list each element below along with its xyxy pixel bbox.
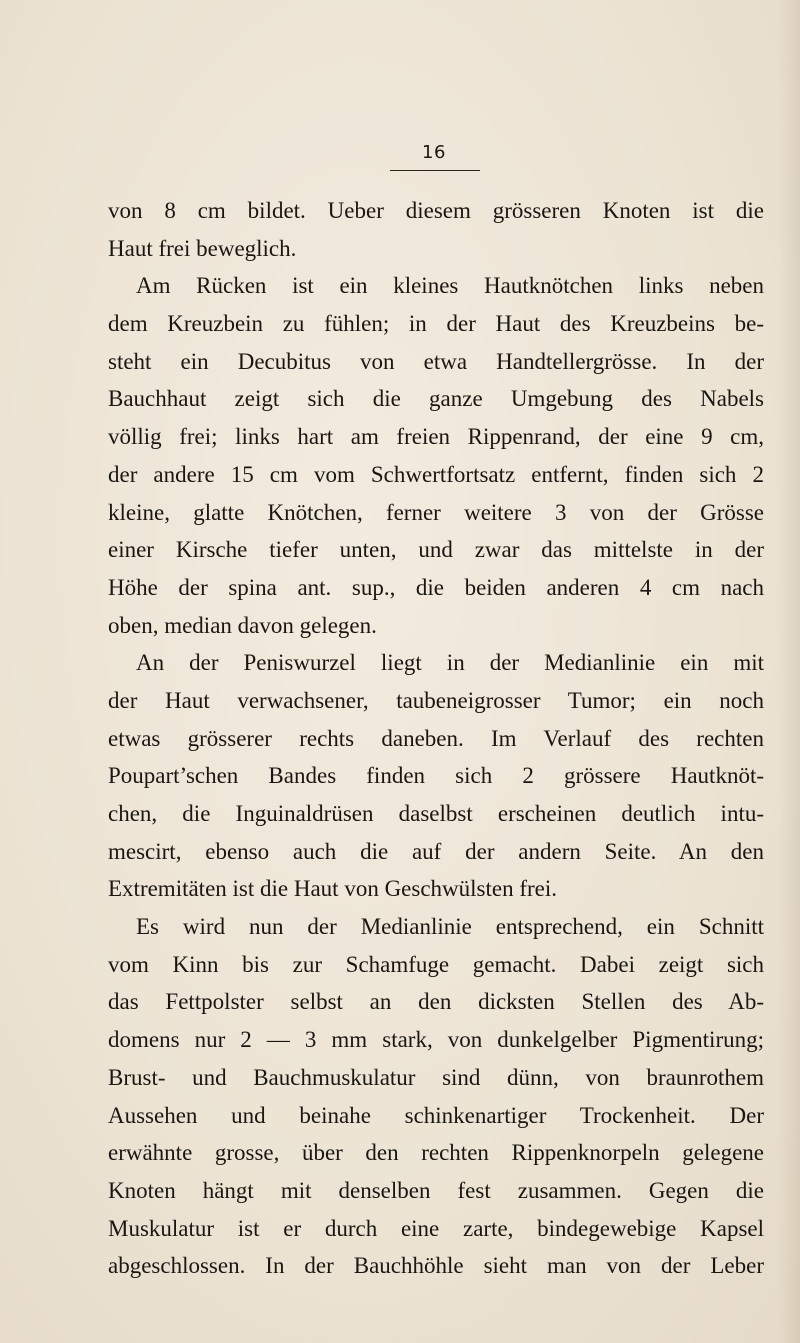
text-line: von 8 cm bildet. Ueber diesem grösseren Knoten ist die xyxy=(108,198,764,223)
text-line: Poupart’schen Bandes finden sich 2 grössere Hautknöt- xyxy=(108,763,764,789)
text-line: der andere 15 cm vom Schwertfortsatz entfernt, finden sich 2 xyxy=(108,461,764,487)
text-line: steht ein Decubitus von etwa Handtellergrösse. In der xyxy=(108,348,764,374)
text-line: Es wird nun der Medianlinie entsprechend, ein Schnitt xyxy=(136,914,764,940)
text-line: kleine, glatte Knötchen, ferner weitere 3 von der Grösse xyxy=(108,499,764,525)
text-line: Extremitäten ist die Haut von Geschwülsten frei. xyxy=(108,876,558,902)
text-line: chen, die Inguinaldrüsen daselbst erscheinen deutlich intu- xyxy=(108,801,764,826)
text-line: erwähnte grosse, über den rechten Rippenknorpeln gelegene xyxy=(108,1140,764,1166)
text-line: völlig frei; links hart am freien Rippenrand, der eine 9 cm, xyxy=(108,424,764,450)
text-line: domens nur 2 — 3 mm stark, von dunkelgelber Pigmentirung; xyxy=(108,1027,764,1053)
text-line: der Haut verwachsener, taubeneigrosser Tumor; ein noch xyxy=(108,687,764,713)
page-number: 16 xyxy=(422,142,446,163)
text-line: oben, median davon gelegen. xyxy=(108,612,377,638)
text-line: Aussehen und beinahe schinkenartiger Trockenheit. Der xyxy=(108,1102,764,1128)
page-edge-shadow xyxy=(778,0,800,1343)
text-line: Am Rücken ist ein kleines Hautknötchen links neben xyxy=(136,273,764,299)
text-line: Höhe der spina ant. sup., die beiden anderen 4 cm nach xyxy=(108,574,764,600)
text-line: mescirt, ebenso auch die auf der andern Seite. An den xyxy=(108,838,764,864)
text-line: An der Peniswurzel liegt in der Medianlinie ein mit xyxy=(136,650,764,676)
text-line: abgeschlossen. In der Bauchhöhle sieht man von der Leber xyxy=(108,1253,764,1279)
page-number-rule xyxy=(390,170,480,171)
text-line: Brust- und Bauchmuskulatur sind dünn, von braunrothem xyxy=(108,1064,764,1090)
page-number-block xyxy=(388,142,480,164)
text-line: das Fettpolster selbst an den dicksten Stellen des Ab- xyxy=(108,989,764,1015)
text-line: einer Kirsche tiefer unten, und zwar das mittelste in der xyxy=(108,537,764,563)
text-line: Muskulatur ist er durch eine zarte, bindegewebige Kapsel xyxy=(108,1215,764,1241)
text-line: Haut frei beweglich. xyxy=(108,235,297,261)
text-line: etwas grösserer rechts daneben. Im Verlauf des rechten xyxy=(108,725,764,751)
text-line: Knoten hängt mit denselben fest zusammen. Gegen die xyxy=(108,1177,764,1203)
body-text xyxy=(108,192,764,1285)
text-line: dem Kreuzbein zu fühlen; in der Haut des Kreuzbeins be- xyxy=(108,311,764,337)
text-line: Bauchhaut zeigt sich die ganze Umgebung des Nabels xyxy=(108,386,764,412)
text-line: vom Kinn bis zur Schamfuge gemacht. Dabei zeigt sich xyxy=(108,951,764,977)
